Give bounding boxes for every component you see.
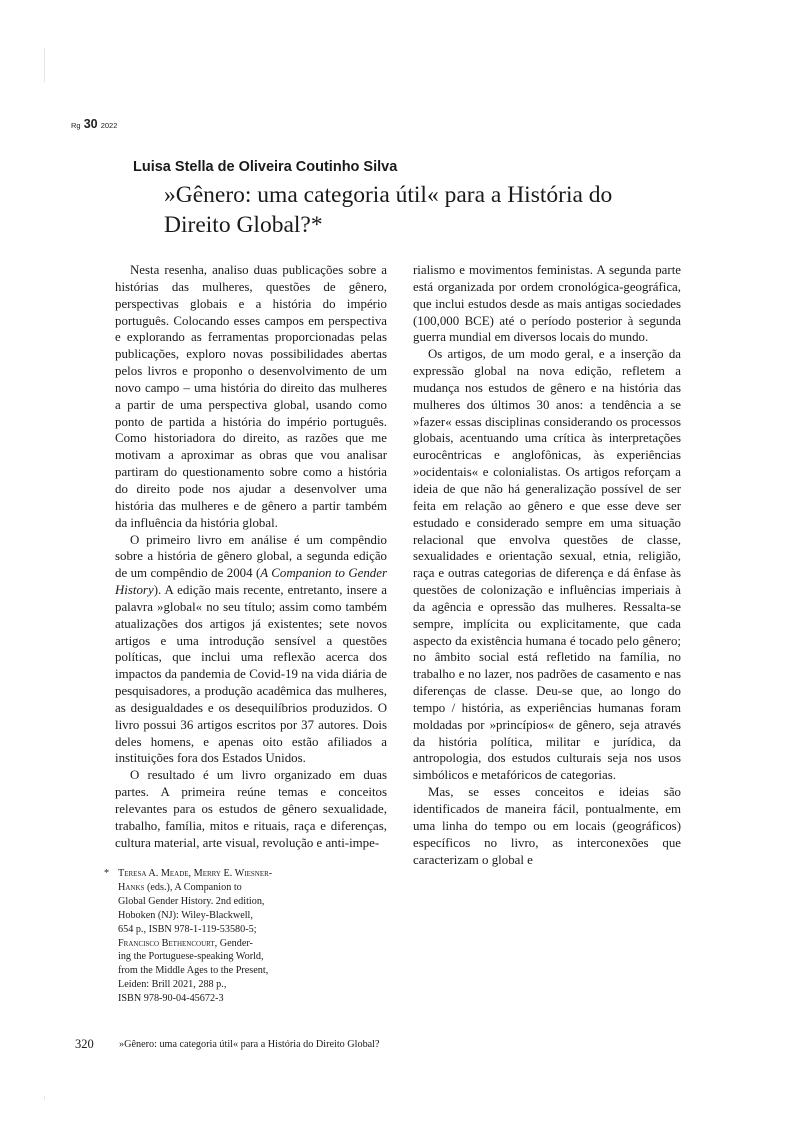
journal-prefix: Rg <box>71 121 81 130</box>
footnote-text: , Gender- <box>214 937 253 949</box>
journal-issue-label <box>71 117 117 131</box>
footnote <box>104 867 294 1006</box>
left-paragraph-2 <box>115 532 387 768</box>
article-title: »Gênero: uma categoria útil« para a História do Direito Global?* <box>164 182 613 238</box>
footnote-authors: Teresa A. Meade, Merry E. Wiesner- <box>118 868 273 879</box>
footnote-text: (eds.), A Companion to <box>144 881 242 893</box>
footnote-author-2: Francisco Bethencourt <box>118 937 215 949</box>
crop-mark-bottom <box>44 1096 45 1100</box>
page-number: 320 <box>75 1037 94 1051</box>
left-paragraph-1: Nesta resenha, analiso duas publicações sobre a histórias das mulheres, questões de gênero, perspectivas globais e a história do império português. Colocando esses campos em perspectiva e explorando as ferramentas proporcionadas pelas publicações, exploro novas possibilidades abertas pelos livros e proponho o desenvolvimento de um novo campo – uma história do direito das mulheres a partir de uma perspectiva global, usando como ponto de partida a história do império português. Como historiadora do direito, as razões que me motivam a aproximar as obras que vou analisar partiram do questionamento sobre como a história do direito pode nos ajudar a desenvolver uma história das mulheres e de gênero a partir também da influência da história global. <box>115 263 387 530</box>
footnote-line <box>118 867 294 881</box>
footnote-author-cont: Hanks <box>118 881 145 893</box>
right-column <box>413 262 681 868</box>
author-name: Luisa Stella de Oliveira Coutinho Silva <box>133 159 398 175</box>
footnote-line <box>118 881 294 895</box>
left-paragraph-2-text-a: O primeiro livro em análise é um compêndio sobre a história de gênero global, a segunda edição de um compêndio de 2004 ( <box>115 532 387 581</box>
book-title-italic: A Companion to Gender History <box>115 566 387 598</box>
footnote-line: 654 p., ISBN 978-1-119-53580-5; <box>118 923 257 935</box>
footnote-line: Leiden: Brill 2021, 288 p., <box>118 979 227 991</box>
footnote-line: from the Middle Ages to the Present, <box>118 965 269 977</box>
right-paragraph-3: Mas, se esses conceitos e ideias são identificados de maneira fácil, pontualmente, em uma linha do tempo ou em locais (geográficos) específicos no livro, as interconexões que caracterizam o global e <box>413 785 681 867</box>
footnote-line: Hoboken (NJ): Wiley-Blackwell, <box>118 909 253 921</box>
journal-volume: 30 <box>83 117 98 131</box>
right-paragraph-2: Os artigos, de um modo geral, e a inserção da expressão global na nova edição, refletem a mudança nos estudos de gênero e na história das mulheres dos últimos 30 anos: a tendência a se »fazer« essas disciplinas considerando os processos globais, acentuando uma crítica às interpretações eurocêntricas e anglofônicas, às experiências »ocidentais« e colonialistas. Os artigos reforçam a ideia de que não há generalização possível de ser feita em relação ao gênero e que esse deve ser estudado e considerado sempre em uma situação relacional que envolva questões de classe, sexualidades e orientação sexual, etnia, religião, raça e outras categorias de diferença e dá ênfase às questões de colonização e influências imperiais à da agência e opressão das mulheres. Ressalta-se sempre, implícita ou explicitamente, que cada aspecto da existência humana é tocado pelo gênero; no âmbito social está refletido na família, no trabalho e no lazer, nos padrões de casamento e nas diferenças de classe. Deu-se que, ao longo do tempo / história, as experiências humanas foram moldadas por »princípios« de gênero, seja através da história política, militar e jurídica, da antropologia, dos estudos culturais seja nos usos simbólicos e metafóricos de categorias. <box>413 347 681 783</box>
footnote-marker: * <box>104 868 110 879</box>
footnote-line <box>118 937 294 951</box>
footnote-line: Global Gender History. 2nd edition, <box>118 895 265 907</box>
left-paragraph-2-text-b: ). A edição mais recente, entretanto, insere a palavra »global« no seu título; assim como também atualizações dos artigos já existentes; sete novos artigos e uma introdução sensível a questões políticas, que inclui uma reflexão acerca dos impactos da pandemia de Covid-19 na vida diária de pesquisadores, a produção acadêmica das mulheres, as desigualdades e os desequilíbrios produzidos. O livro possui 36 artigos escritos por 37 autores. Dois deles homens, e apenas oito estão afiliados a instituições fora dos Estados Unidos. <box>115 583 387 766</box>
footnote-line: ing the Portuguese-speaking World, <box>118 951 264 963</box>
journal-year: 2022 <box>100 121 118 130</box>
right-paragraph-1: rialismo e movimentos feministas. A segunda parte está organizada por ordem cronológica-geográfica, que inclui estudos desde as mais antigas sociedades (100,000 BCE) até o período posterior à segunda guerra mundial em diversos locais do mundo. <box>413 263 681 345</box>
left-column <box>115 262 387 852</box>
crop-mark-top <box>44 48 45 82</box>
footnote-line: ISBN 978-90-04-45672-3 <box>118 993 224 1005</box>
running-title: »Gênero: uma categoria útil« para a História do Direito Global? <box>119 1039 380 1050</box>
left-paragraph-3: O resultado é um livro organizado em duas partes. A primeira reúne temas e conceitos relevantes para os estudos de gênero sexualidade, trabalho, família, mitos e rituais, raça e diferenças, cultura material, arte visual, revolução e anti-impe- <box>115 768 387 850</box>
footnote-body <box>118 867 294 1006</box>
